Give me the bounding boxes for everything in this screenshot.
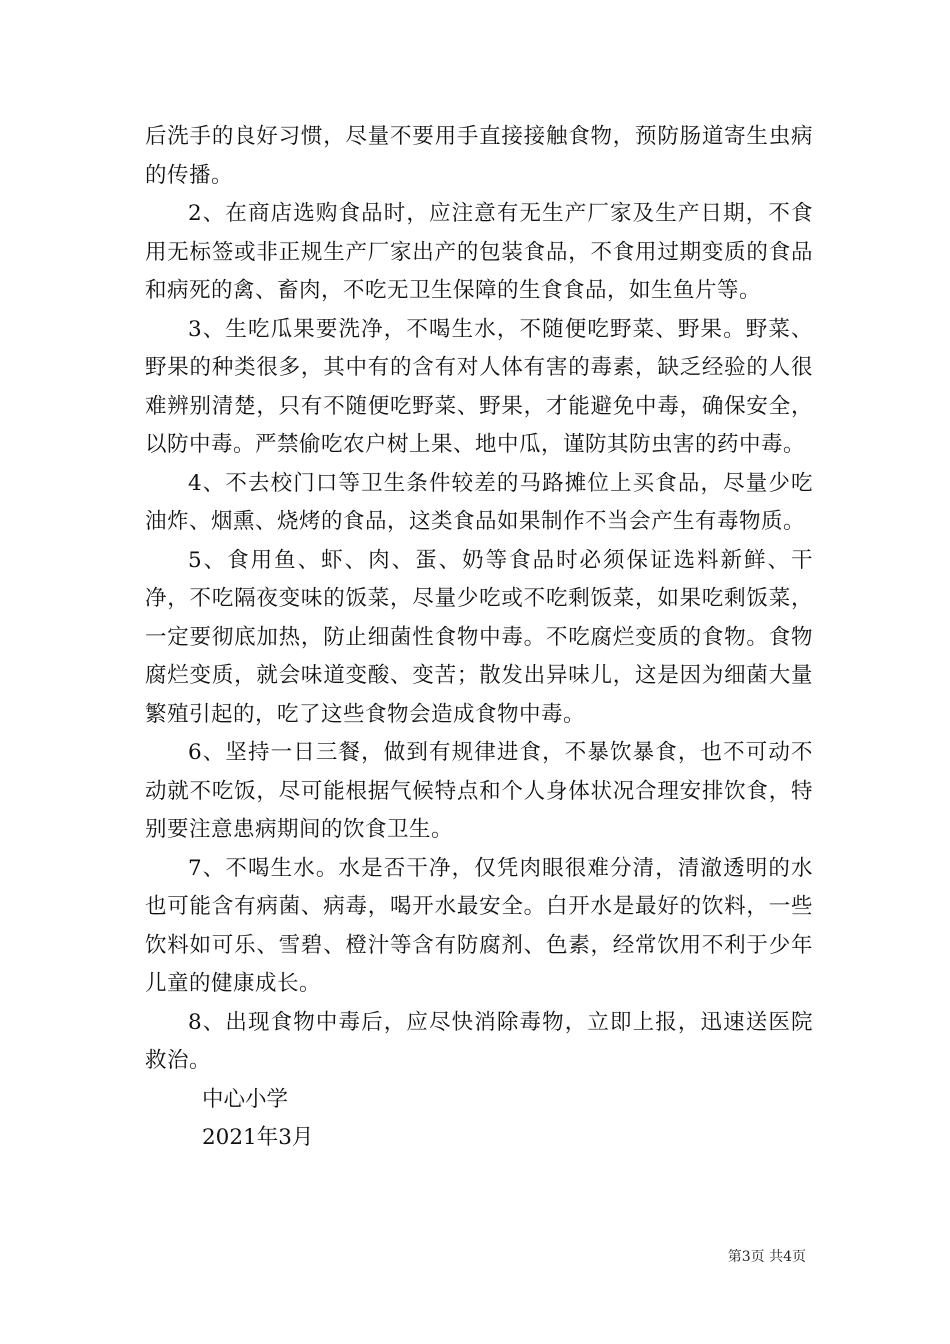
paragraph-item-2: 2、在商店选购食品时，应注意有无生产厂家及生产日期，不食用无标签或非正规生产厂家出产的包装食品，不食用过期变质的食品和病死的禽、畜肉，不吃无卫生保障的生食食品，如生鱼片等。 [145,201,813,303]
paragraph-continuation: 后洗手的良好习惯，尽量不要用手直接接触食物，预防肠道寄生虫病的传播。 [145,124,813,188]
paragraph-item-5: 5、食用鱼、虾、肉、蛋、奶等食品时必须保证选料新鲜、干净，不吃隔夜变味的饭菜，尽量少吃或不吃剩饭菜，如果吃剩饭菜，一定要彻底加热，防止细菌性食物中毒。不吃腐烂变质的食物。食物腐烂变质，就会味道变酸、变苦；散发出异味儿，这是因为细菌大量繁殖引起的，吃了这些食物会造成食物中毒。 [145,547,813,727]
paragraph-item-7: 7、不喝生水。水是否干净，仅凭肉眼很难分清，清澈透明的水也可能含有病菌、病毒，喝开水最安全。白开水是最好的饮料，一些饮料如可乐、雪碧、橙汁等含有防腐剂、色素，经常饮用不利于少年儿童的健康成长。 [145,855,813,996]
paragraph-item-6: 6、坚持一日三餐，做到有规律进食，不暴饮暴食，也不可动不动就不吃饭，尽可能根据气候特点和个人身体状况合理安排饮食，特别要注意患病期间的饮食卫生。 [145,740,813,842]
paragraph-item-8: 8、出现食物中毒后，应尽快消除毒物，立即上报，迅速送医院救治。 [145,1009,813,1073]
paragraph-item-3: 3、生吃瓜果要洗净，不喝生水，不随便吃野菜、野果。野菜、野果的种类很多，其中有的含有对人体有害的毒素，缺乏经验的人很难辨别清楚，只有不随便吃野菜、野果，才能避免中毒，确保安全，以防中毒。严禁偷吃农户树上果、地中瓜，谨防其防虫害的药中毒。 [145,316,813,457]
signature-school: 中心小学 [202,1086,289,1112]
paragraph-item-4: 4、不去校门口等卫生条件较差的马路摊位上买食品，尽量少吃油炸、烟熏、烧烤的食品，这类食品如果制作不当会产生有毒物质。 [145,470,813,534]
signature-date: 2021年3月 [202,1125,314,1150]
document-body [145,118,813,1158]
page-number-footer: 第3页 共4页 [727,1249,806,1265]
